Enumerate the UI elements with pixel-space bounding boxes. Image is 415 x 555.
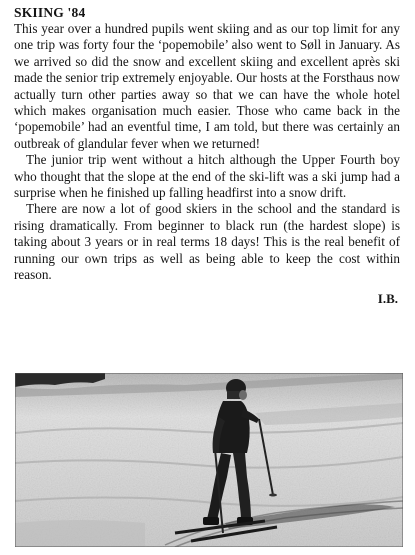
article-title: SKIING '84 [14,5,86,20]
article [14,4,400,307]
author-signature: I.B. [377,290,398,306]
paragraph-3: There are now a lot of good skiers in the school and the standard is rising dramatically. From beginner to black run (the hardest slope) is taking about 3 years or in real terms 18 days! This is the real benefit of running our own trips as well as being able to keep the cost within reason. [14,201,400,283]
paragraph-2: The junior trip went without a hitch although the Upper Fourth boy who thought that the slope at the end of the ski-lift was a ski jump had a surprise when he finished up falling headfirst into a snow drift. [14,152,400,201]
skier-photo [15,373,403,547]
paragraph-1: This year over a hundred pupils went skiing and as our top limit for any one trip was forty four the ‘popemobile’ also went to Søll in January. As we arrived so did the snow and excellent skiing and excellent après ski made the senior trip extremely enjoyable. Our hosts at the Forsthaus now actually turn other parties away so that we can have the whole hotel which makes organisation much easier. Those who came back in the ‘popemobile’ had an eventful time, I am told, but there was certainly an outbreak of glandular fever when we returned! [14,21,401,151]
skier-photo-image [15,373,403,547]
